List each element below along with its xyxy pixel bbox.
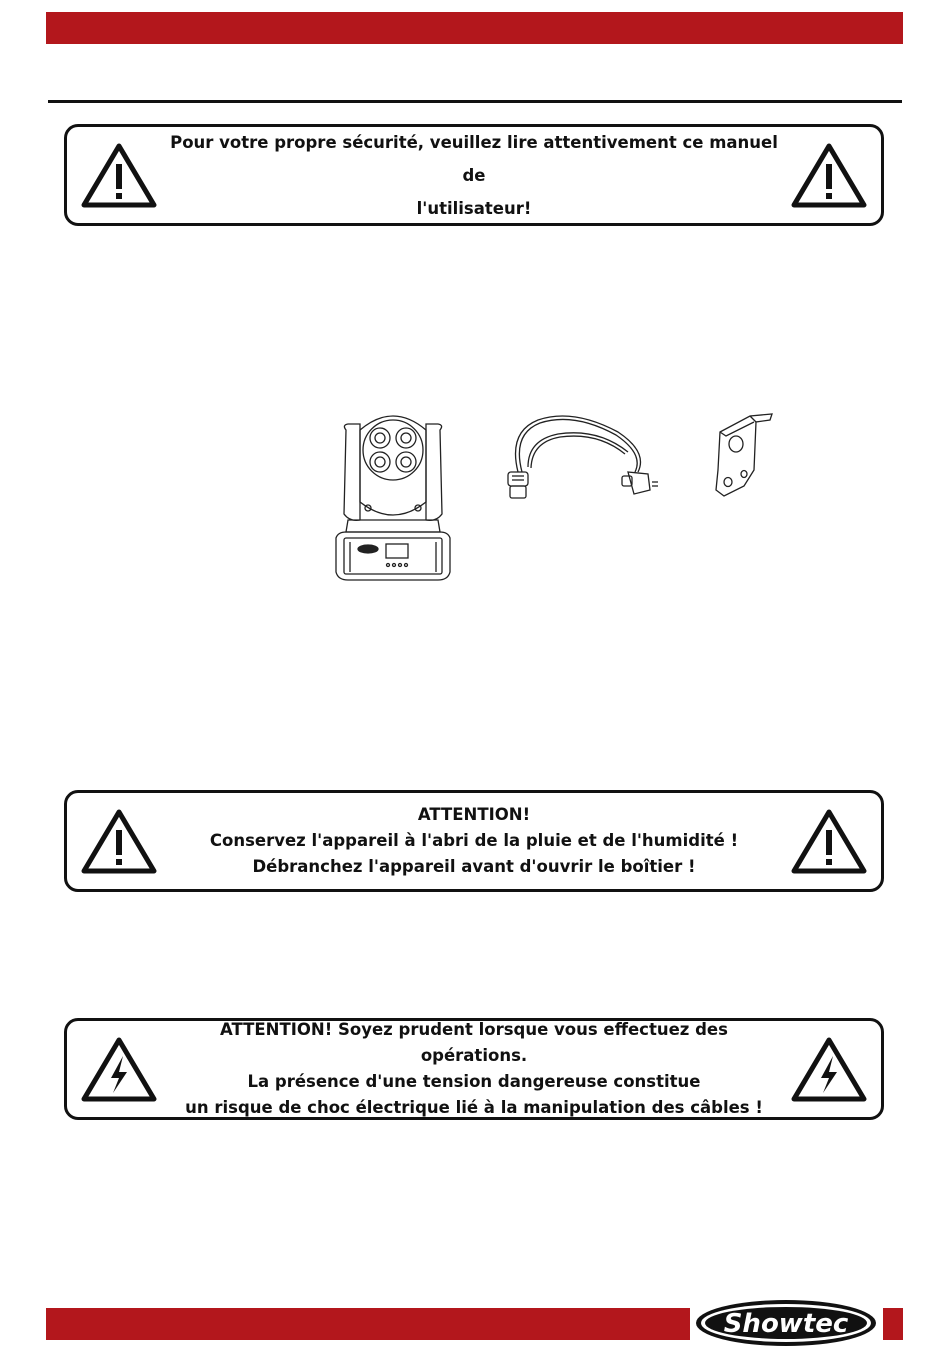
mounting-bracket-illustration [706,410,778,502]
logo-text: Showtec [723,1309,849,1339]
notice-line: Pour votre propre sécurité, veuillez lire attentivement ce manuel de [170,132,778,185]
notice-line: La présence d'une tension dangereuse constitue [247,1072,701,1091]
notice-line: ATTENTION! [417,805,531,824]
electric-shock-notice [64,1018,884,1120]
notice-line: Conservez l'appareil à l'abri de la pluie et de l'humidité ! [209,831,739,850]
moisture-notice [64,790,884,892]
warning-triangle-icon [81,808,157,874]
notice-line: un risque de choc électrique lié à la manipulation des câbles ! [185,1098,763,1117]
footer-bar-end [883,1308,903,1340]
header-bar [46,12,903,44]
notice-line: l'utilisateur! [416,198,532,218]
electric-shock-triangle-icon [81,1036,157,1102]
notice-line: ATTENTION! Soyez prudent lorsque vous effectuez des opérations. [220,1020,728,1065]
power-cable-illustration [498,412,658,507]
electric-shock-triangle-icon [791,1036,867,1102]
warning-triangle-icon [81,142,157,208]
warning-triangle-icon [791,808,867,874]
electric-shock-notice-text [167,1021,781,1117]
moving-head-fixture-illustration [328,410,458,585]
showtec-logo [694,1298,878,1348]
safety-notice-text [167,127,781,223]
warning-triangle-icon [791,142,867,208]
header-rule [48,100,902,103]
moisture-notice-text [167,793,781,889]
footer-bar [46,1308,690,1340]
notice-line: Débranchez l'appareil avant d'ouvrir le boîtier ! [252,857,696,876]
safety-notice [64,124,884,226]
